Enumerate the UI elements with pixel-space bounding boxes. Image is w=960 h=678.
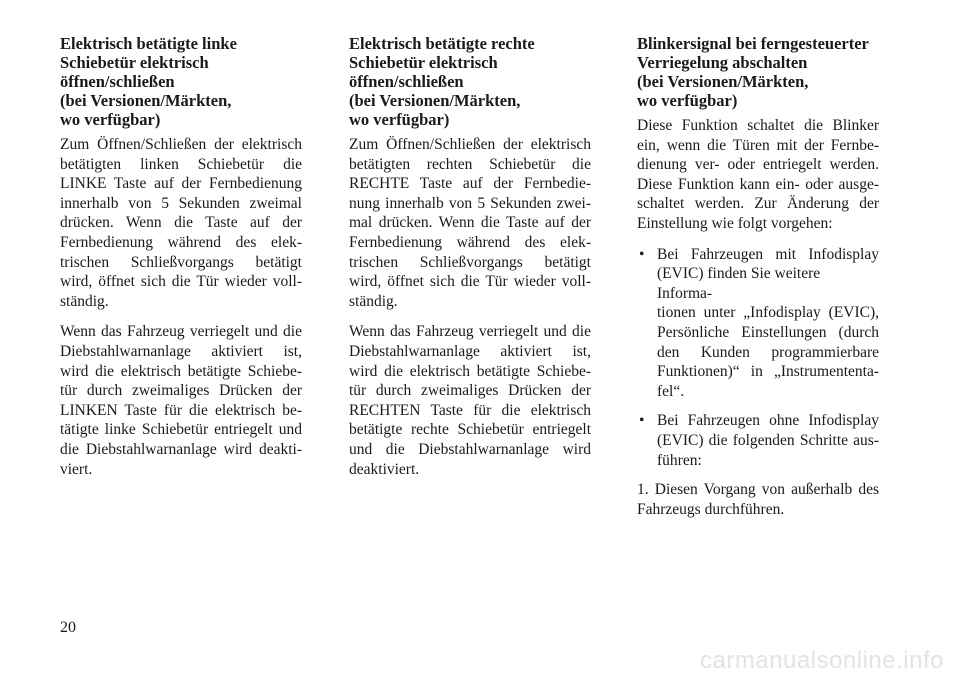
heading-line: (bei Versionen/Märkten, — [349, 91, 521, 110]
text-line: RECHTE Taste auf der Fernbedie- — [349, 175, 591, 193]
text-line: innerhalb von 5 Sekunden zweimal — [60, 194, 302, 212]
text-line: wird, öffnet sich die Tür wieder voll- — [349, 273, 591, 291]
heading-line: wo verfügbar) — [349, 110, 450, 129]
text-line: 1. Diesen Vorgang von außerhalb des — [637, 481, 879, 499]
heading-line: öffnen/schließen — [60, 72, 175, 91]
text-line: Bei Fahrzeugen mit Infodisplay — [657, 245, 879, 263]
text-line: ein, wenn die Türen mit der Fernbe- — [637, 136, 879, 154]
paragraph — [349, 322, 591, 479]
text-line: betätigten linken Schiebetür die — [60, 155, 302, 173]
text-line: und die Diebstahlwarnanlage wird — [349, 440, 591, 458]
text-line: Bei Fahrzeugen ohne Infodisplay — [657, 412, 879, 430]
text-line: Fernbedienung während des elek- — [349, 233, 591, 251]
section-heading — [60, 34, 302, 129]
text-line: wird die elektrisch betätigte Schiebe- — [60, 362, 302, 380]
text-line: drücken. Wenn die Taste auf der — [60, 214, 302, 232]
text-line: tionen unter „Infodisplay (EVIC), — [657, 304, 879, 322]
text-line: tür durch zweimaliges Drücken der — [349, 382, 591, 400]
heading-line: Elektrisch betätigte linke — [60, 34, 237, 53]
heading-line: wo verfügbar) — [637, 91, 738, 110]
heading-line: wo verfügbar) — [60, 110, 161, 129]
paragraph — [60, 322, 302, 479]
heading-line: (bei Versionen/Märkten, — [637, 72, 809, 91]
text-line: tätigte linke Schiebetür entriegelt und — [60, 421, 302, 439]
text-line: (EVIC) finden Sie weitere Informa- — [657, 265, 821, 302]
numbered-step — [637, 480, 879, 519]
section-heading — [349, 34, 591, 129]
page-number: 20 — [60, 619, 76, 636]
bullet-icon: • — [639, 245, 645, 263]
text-line: wird die elektrisch betätigte Schiebe- — [349, 362, 591, 380]
text-line: Persönliche Einstellungen (durch — [657, 323, 879, 341]
text-line: Zum Öffnen/Schließen der elektrisch — [349, 136, 591, 153]
text-line: Wenn das Fahrzeug verriegelt und die — [349, 323, 591, 341]
text-line: RECHTEN Taste für die elektrisch — [349, 401, 591, 419]
text-line: nung innerhalb von 5 Sekunden zwei- — [349, 194, 591, 212]
watermark: carmanualsonline.info — [700, 647, 944, 674]
text-line: Diese Funktion schaltet die Blinker — [637, 117, 879, 134]
text-line: den Kunden programmierbare — [657, 343, 879, 361]
column-left — [60, 34, 302, 490]
text-line: Diebstahlwarnanlage aktiviert ist, — [349, 342, 591, 360]
text-line: viert. — [60, 460, 93, 478]
text-line: schaltet werden. Zur Änderung der — [637, 195, 879, 213]
text-line: mal drücken. Wenn die Taste auf der — [349, 214, 591, 232]
text-line: betätigte rechte Schiebetür entriegelt — [349, 421, 591, 439]
heading-line: Verriegelung abschalten — [637, 53, 808, 72]
column-right — [637, 34, 879, 530]
heading-line: Blinkersignal bei ferngesteuerter — [637, 34, 869, 53]
text-line: Funktionen)“ in „Instrumententa- — [657, 363, 879, 381]
heading-line: Schiebetür elektrisch — [60, 53, 209, 72]
text-line: LINKEN Taste für die elektrisch be- — [60, 401, 302, 419]
paragraph — [349, 135, 591, 311]
text-line: tür durch zweimaliges Drücken der — [60, 382, 302, 400]
text-line: trischen Schließvorgangs betätigt — [60, 253, 302, 271]
text-line: ständig. — [60, 292, 109, 310]
section-heading — [637, 34, 879, 110]
text-line: Diese Funktion kann ein- oder ausge- — [637, 175, 879, 193]
text-line: Zum Öffnen/Schließen der elektrisch — [60, 136, 302, 153]
heading-line: (bei Versionen/Märkten, — [60, 91, 232, 110]
heading-line: Schiebetür elektrisch — [349, 53, 498, 72]
text-line: wird, öffnet sich die Tür wieder voll- — [60, 273, 302, 291]
column-middle — [349, 34, 591, 490]
text-line: Wenn das Fahrzeug verriegelt und die — [60, 323, 302, 341]
text-line: (EVIC) die folgenden Schritte aus- — [657, 431, 879, 449]
text-line: fel“. — [657, 382, 685, 400]
text-line: Einstellung wie folgt vorgehen: — [637, 214, 833, 232]
text-line: Fahrzeugs durchführen. — [637, 500, 785, 518]
paragraph — [637, 116, 879, 234]
heading-line: Elektrisch betätigte rechte — [349, 34, 535, 53]
text-line: Fernbedienung während des elek- — [60, 233, 302, 251]
bullet-icon: • — [639, 412, 645, 430]
text-line: führen: — [657, 451, 702, 469]
bullet-item — [637, 411, 879, 470]
bullet-item — [637, 245, 879, 402]
text-line: betätigten rechten Schiebetür die — [349, 155, 591, 173]
text-line: Diebstahlwarnanlage aktiviert ist, — [60, 342, 302, 360]
text-line: ständig. — [349, 292, 398, 310]
text-line: deaktiviert. — [349, 460, 420, 478]
text-line: LINKE Taste auf der Fernbedienung — [60, 175, 302, 193]
text-line: dienung ver- oder entriegelt werden. — [637, 156, 879, 174]
heading-line: öffnen/schließen — [349, 72, 464, 91]
paragraph — [60, 135, 302, 311]
text-line: trischen Schließvorgangs betätigt — [349, 253, 591, 271]
text-line: die Diebstahlwarnanlage wird deakti- — [60, 440, 302, 458]
